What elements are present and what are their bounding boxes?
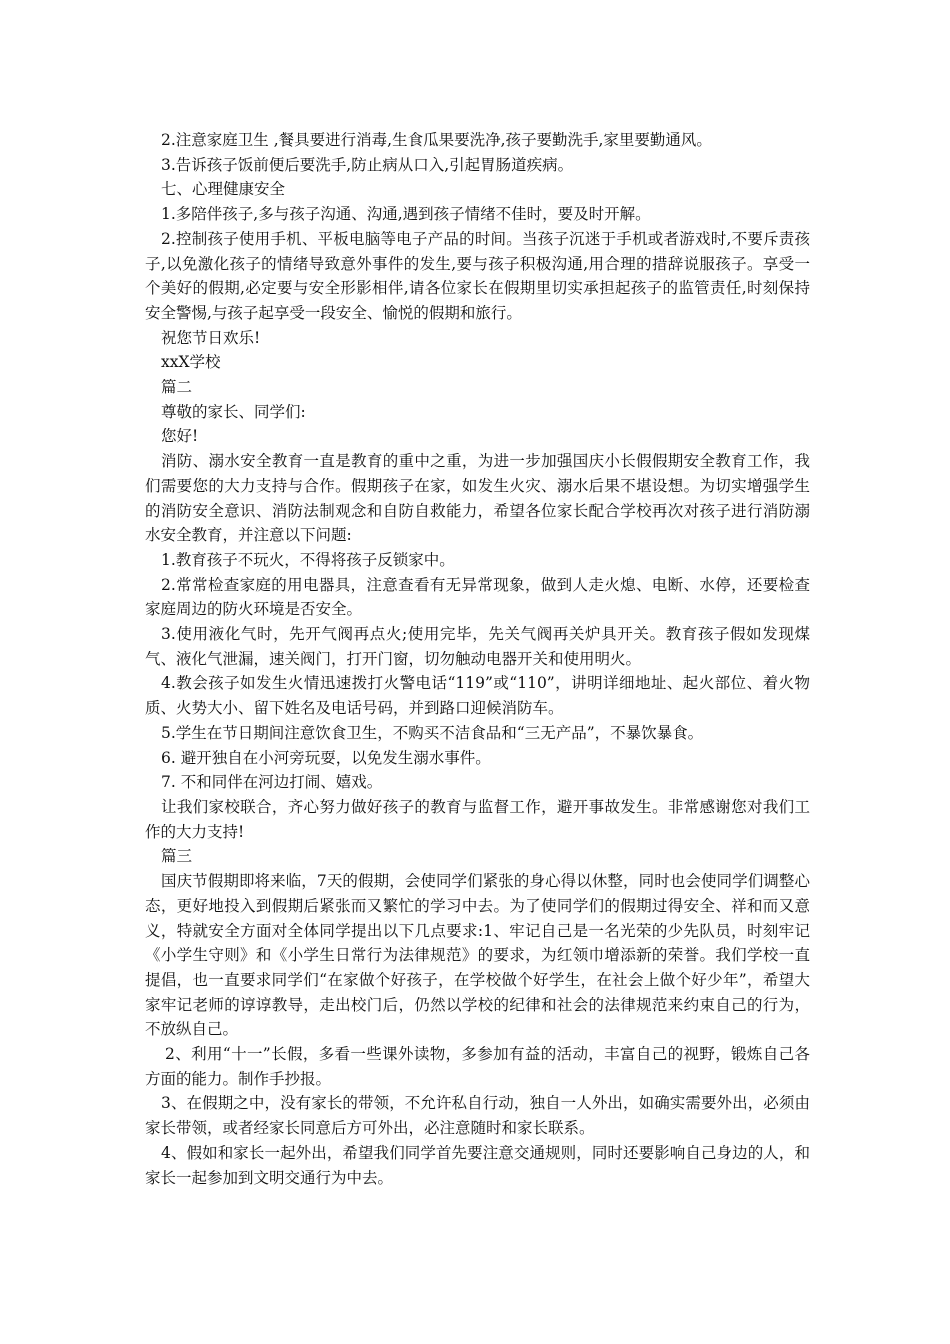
paragraph: 国庆节假期即将来临，7天的假期，会使同学们紧张的身心得以休整，同时也会使同学们调整心态，更好地投入到假期后紧张而又繁忙的学习中去。为了使同学们的假期过得安全、祥和而又意义，特就安全方面对全体同学提出以下几点要求:1、牢记自己是一名光荣的少先队员，时刻牢记《小学生守则》和《小学生日常行为法律规范》的要求，为红领巾增添新的荣誉。我们学校一直提倡，也一直要求同学们“在家做个好孩子，在学校做个好学生，在社会上做个好少年”，希望大家牢记老师的谆谆教导，走出校门后，仍然以学校的纪律和社会的法律规范来约束自己的行为，不放纵自己。 [145, 872, 810, 1039]
paragraph: 1.多陪伴孩子,多与孩子沟通、沟通,遇到孩子情绪不佳时，要及时开解。 [161, 205, 651, 224]
paragraph: 2.注意家庭卫生 ,餐具要进行消毒,生食瓜果要洗净,孩子要勤洗手,家里要勤通风。 [161, 131, 712, 149]
signature: xxX学校 [161, 353, 221, 372]
list-item: 2、利用“十一”长假，多看一些课外读物，多参加有益的活动，丰富自己的视野，锻炼自己各方面的能力。制作手抄报。 [145, 1045, 810, 1088]
list-item: 4.教会孩子如发生火情迅速拨打火警电话“119”或“110”，讲明详细地址、起火部位、着火物质、火势大小、留下姓名及电话号码，并到路口迎候消防车。 [145, 674, 810, 718]
list-item: 3.使用液化气时，先开气阀再点火;使用完毕，先关气阀再关炉具开关。教育孩子假如发现煤气、液化气泄漏，速关阀门，打开门窗，切勿触动电器开关和使用明火。 [145, 625, 810, 668]
salutation: 您好! [161, 427, 199, 446]
list-item: 6. 避开独自在小河旁玩耍，以免发生溺水事件。 [161, 748, 491, 767]
section-heading: 篇二 [161, 378, 193, 397]
paragraph: 3.告诉孩子饭前便后要洗手,防止病从口入,引起胃肠道疾病。 [161, 155, 574, 174]
list-item: 1.教育孩子不玩火，不得将孩子反锁家中。 [161, 550, 455, 569]
section-heading: 篇三 [161, 847, 193, 866]
document-body [145, 128, 810, 1190]
list-item: 4、假如和家长一起外出，希望我们同学首先要注意交通规则，同时还要影响自己身边的人，和家长一起参加到文明交通行为中去。 [145, 1143, 810, 1187]
greeting: 祝您节日欢乐! [161, 328, 261, 347]
list-item: 2.常常检查家庭的用电器具，注意查看有无异常现象，做到人走火熄、电断、水停，还要检查家庭周边的防火环境是否安全。 [145, 575, 810, 619]
paragraph: 2.控制孩子使用手机、平板电脑等电子产品的时间。当孩子沉迷于手机或者游戏时,不要斥责孩子,以免激化孩子的情绪导致意外事件的发生,要与孩子积极沟通,用合理的措辞说服孩子。享受一个美好的假期,必定要与安全形影相伴,请各位家长在假期里切实承担起孩子的监管责任,时刻保持安全警惕,与孩子起享受一段安全、愉悦的假期和旅行。 [145, 229, 810, 322]
list-item: 3、在假期之中，没有家长的带领，不允许私自行动，独自一人外出，如确实需要外出，必须由家长带领，或者经家长同意后方可外出，必注意随时和家长联系。 [145, 1094, 810, 1138]
list-item: 5.学生在节日期间注意饮食卫生，不购买不洁食品和“三无产品”，不暴饮暴食。 [161, 723, 704, 742]
section-heading: 七、心理健康安全 [161, 180, 286, 199]
salutation: 尊敬的家长、同学们: [161, 402, 306, 421]
paragraph: 让我们家校联合，齐心努力做好孩子的教育与监督工作，避开事故发生。非常感谢您对我们工作的大力支持! [145, 797, 810, 841]
list-item: 7. 不和同伴在河边打闹、嬉戏。 [161, 773, 383, 792]
paragraph: 消防、溺水安全教育一直是教育的重中之重，为进一步加强国庆小长假假期安全教育工作，我们需要您的大力支持与合作。假期孩子在家，如发生火灾、溺水后果不堪设想。为切实增强学生的消防安全意识、消防法制观念和自防自救能力，希望各位家长配合学校再次对孩子进行消防溺水安全教育，并注意以下问题: [145, 452, 810, 545]
